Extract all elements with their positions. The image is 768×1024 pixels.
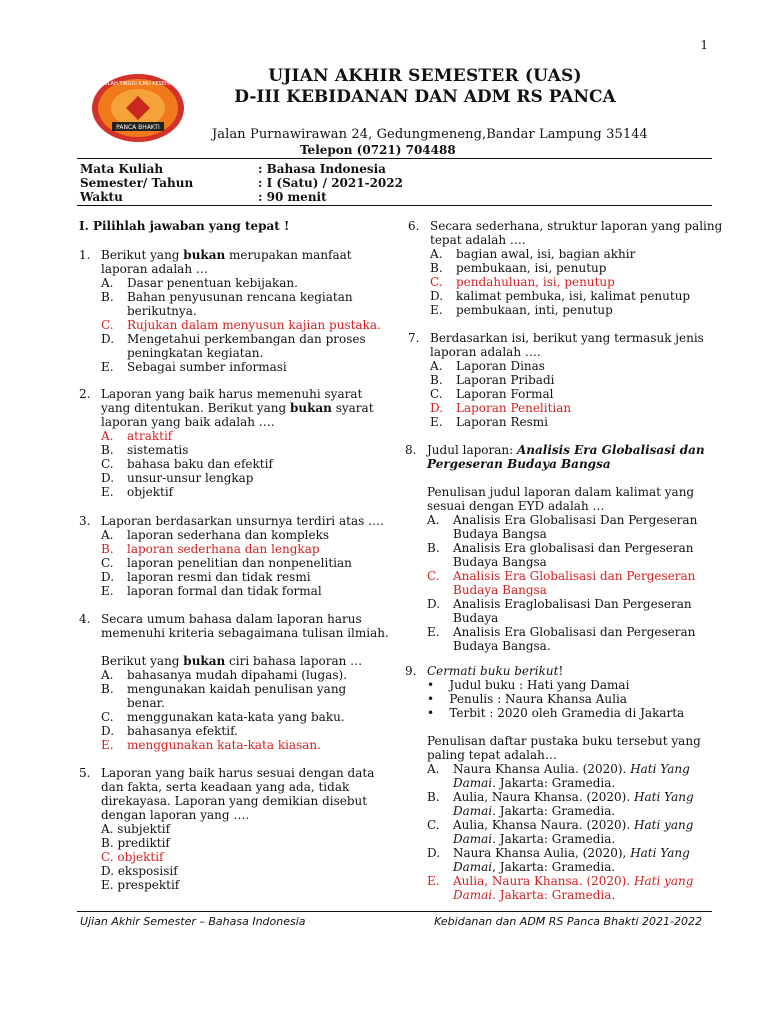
question-3 xyxy=(79,514,389,598)
text-line: ciri bahasa laporan … xyxy=(225,654,363,668)
text-line: B. xyxy=(101,290,114,304)
text-line: D. xyxy=(430,289,444,303)
text-line: Laporan Formal xyxy=(456,387,554,401)
text-line: A. xyxy=(427,762,440,776)
exam-meta xyxy=(80,162,403,204)
text-line: unsur-unsur lengkap xyxy=(127,471,254,485)
text-line: peningkatan kegiatan. xyxy=(127,346,264,360)
text-line: A. xyxy=(101,276,114,290)
text-line: Budaya Bangsa xyxy=(453,527,547,541)
text-line: bagian awal, isi, bagian akhir xyxy=(456,247,636,261)
text-line: A. xyxy=(101,429,114,443)
logo-arc-text: SEKOLAH TINGGI ILMU KESEHATAN xyxy=(94,81,182,87)
text-line: Analisis Era Globalisasi dan Pergeseran xyxy=(453,569,696,583)
text-line: menggunakan kata-kata yang baku. xyxy=(127,710,345,724)
answer-highlight xyxy=(79,429,389,443)
text-line: . Jakarta: Gramedia. xyxy=(492,888,616,902)
text-line: atraktif xyxy=(127,429,173,443)
text-line: E. xyxy=(101,485,114,499)
text-line xyxy=(79,457,389,471)
text-line: laporan adalah …. xyxy=(430,345,541,359)
text-line: Damai xyxy=(453,776,493,790)
answer-highlight xyxy=(405,874,713,888)
answer-highlight xyxy=(408,275,713,289)
text-line: 1. xyxy=(79,248,91,262)
answer-highlight xyxy=(79,542,389,556)
text-line: A. xyxy=(430,247,443,261)
text-line: Bahan penyusunan rencana kegiatan xyxy=(127,290,353,304)
text-line: Rujukan dalam menyusun kajian pustaka. xyxy=(127,318,381,332)
text-line: ! xyxy=(558,664,564,678)
section-title: I. Pilihlah jawaban yang tepat ! xyxy=(79,219,290,233)
text-line xyxy=(79,556,389,570)
text-line: bahasa baku dan efektif xyxy=(127,457,273,471)
left-column xyxy=(79,219,389,233)
text-line: D. xyxy=(427,846,441,860)
question-4 xyxy=(79,612,389,752)
text-line: pendahuluan, isi, penutup xyxy=(456,275,615,289)
text-line: D. xyxy=(430,401,444,415)
text-line: laporan sederhana dan kompleks xyxy=(127,528,329,542)
text-line xyxy=(408,359,713,373)
text-line: B. xyxy=(101,542,114,556)
text-line: B. xyxy=(430,373,443,387)
text-line: Naura Khansa Aulia, (2020), xyxy=(453,846,631,860)
question-9 xyxy=(405,664,713,902)
text-line: Laporan Penelitian xyxy=(456,401,572,415)
text-line: D. xyxy=(101,332,115,346)
answer-highlight xyxy=(79,738,389,752)
text-line xyxy=(405,457,713,471)
text-line: Analisis Era globalisasi dan Pergeseran xyxy=(453,541,694,555)
text-line: Laporan Dinas xyxy=(456,359,545,373)
text-line xyxy=(79,276,389,290)
header-rule xyxy=(77,158,712,159)
text-line: C. xyxy=(101,457,114,471)
text-line: Analisis Era Globalisasi dan Pergeseran xyxy=(453,625,696,639)
text-line: Aulia, Naura Khansa. (2020). xyxy=(453,790,634,804)
text-line: Damai xyxy=(453,832,493,846)
text-line xyxy=(408,219,723,233)
text-line xyxy=(408,387,713,401)
text-line: E. xyxy=(430,303,443,317)
question-6 xyxy=(408,219,723,317)
meta-rule xyxy=(77,205,712,206)
text-line: bukan xyxy=(183,248,226,262)
address: Jalan Purnawirawan 24, Gedungmeneng,Bandar Lampung 35144 xyxy=(212,127,648,142)
text-line: Budaya Bangsa xyxy=(453,555,547,569)
text-line: dan fakta, serta keadaan yang ada, tidak xyxy=(101,780,350,794)
text-line: Berdasarkan isi, berikut yang termasuk jenis xyxy=(430,331,704,345)
text-line: Mengetahui perkembangan dan proses xyxy=(127,332,366,346)
text-line: E. xyxy=(101,738,114,752)
text-line: Budaya xyxy=(453,611,499,625)
text-line xyxy=(405,804,713,818)
text-line: Hati yang xyxy=(634,874,694,888)
text-line: mengunakan kaidah penulisan yang xyxy=(127,682,347,696)
text-line: syarat xyxy=(331,401,374,415)
text-line xyxy=(79,248,389,262)
text-line: D. xyxy=(101,471,115,485)
text-line: E. xyxy=(101,584,114,598)
text-line xyxy=(405,832,713,846)
text-line: 3. xyxy=(79,514,91,528)
course-label: Mata Kuliah xyxy=(80,162,164,176)
text-line: Aulia, Naura Khansa. (2020). xyxy=(453,874,634,888)
text-line xyxy=(408,415,713,429)
text-line: Analisis Era Globalisasi dan xyxy=(516,443,705,457)
time-label: Waktu xyxy=(80,190,123,204)
text-line: Budaya Bangsa xyxy=(453,583,547,597)
text-line xyxy=(79,332,389,346)
text-line: bukan xyxy=(289,401,332,415)
text-line: D. xyxy=(101,570,115,584)
text-line xyxy=(79,401,389,415)
text-line: menggunakan kata-kata kiasan. xyxy=(127,738,321,752)
text-line xyxy=(79,570,389,584)
text-line xyxy=(79,443,389,457)
text-line xyxy=(79,360,389,374)
text-line xyxy=(79,290,389,304)
text-line: Hati Yang xyxy=(630,762,690,776)
text-line: paling tepat adalah… xyxy=(427,748,557,762)
text-line: C. xyxy=(430,387,443,401)
text-line: A. xyxy=(427,513,440,527)
text-line: • Judul buku : Hati yang Damai xyxy=(427,678,630,692)
text-line: tepat adalah …. xyxy=(430,233,526,247)
school-logo xyxy=(90,72,186,144)
text-line: 6. xyxy=(408,219,420,233)
text-line xyxy=(79,682,389,696)
text-line: Hati yang xyxy=(634,818,694,832)
exam-title: UJIAN AKHIR SEMESTER (UAS) xyxy=(268,66,582,86)
text-line: B. xyxy=(427,541,440,555)
text-line: Pergeseran Budaya Bangsa xyxy=(427,457,611,471)
text-line: B. xyxy=(101,443,114,457)
text-line xyxy=(405,541,713,555)
text-line: Damai xyxy=(453,860,493,874)
footer-left: Ujian Akhir Semester – Bahasa Indonesia xyxy=(80,915,306,928)
text-line: A. xyxy=(101,668,114,682)
text-line: bukan xyxy=(183,654,226,668)
time-value: : 90 menit xyxy=(258,190,327,204)
text-line xyxy=(405,888,713,902)
text-line: C. xyxy=(101,710,114,724)
text-line xyxy=(79,710,389,724)
text-line xyxy=(408,247,713,261)
question-8 xyxy=(405,443,713,653)
text-line: A. xyxy=(101,528,114,542)
text-line: Damai xyxy=(453,888,493,902)
footer-right: Kebidanan dan ADM RS Panca Bhakti 2021-2022 xyxy=(434,915,702,928)
text-line: benar. xyxy=(127,696,165,710)
text-line: objektif xyxy=(127,485,174,499)
text-line: Hati Yang xyxy=(630,846,690,860)
text-line: C. xyxy=(427,818,440,832)
text-line: C. xyxy=(427,569,440,583)
text-line xyxy=(405,443,713,457)
text-line xyxy=(405,818,713,832)
text-line: E. xyxy=(430,415,443,429)
text-line xyxy=(405,860,713,874)
text-line: A. subjektif xyxy=(101,822,171,836)
text-line xyxy=(408,331,713,345)
text-line: 5. xyxy=(79,766,91,780)
text-line: 8. xyxy=(405,443,417,457)
text-line: bahasanya efektif. xyxy=(127,724,238,738)
text-line xyxy=(79,612,389,626)
text-line: Analisis Eraglobalisasi Dan Pergeseran xyxy=(453,597,692,611)
text-line: C. xyxy=(101,556,114,570)
text-line xyxy=(408,261,713,275)
text-line: berikutnya. xyxy=(127,304,197,318)
text-line: E. prespektif xyxy=(101,878,180,892)
text-line: B. xyxy=(101,682,114,696)
text-line xyxy=(405,790,713,804)
phone: Telepon (0721) 704488 xyxy=(300,143,456,157)
text-line: Dasar penentuan kebijakan. xyxy=(127,276,298,290)
text-line: D. xyxy=(427,597,441,611)
question-1 xyxy=(79,248,389,374)
text-line: Laporan berdasarkan unsurnya terdiri atas …. xyxy=(101,514,384,528)
text-line: laporan adalah … xyxy=(101,262,208,276)
semester-value: : I (Satu) / 2021-2022 xyxy=(258,176,403,190)
text-line: C. xyxy=(101,318,114,332)
text-line: 2. xyxy=(79,387,91,401)
text-line: Sebagai sumber informasi xyxy=(127,360,287,374)
text-line: 7. xyxy=(408,331,420,345)
text-line: pembukaan, isi, penutup xyxy=(456,261,607,275)
program-title: D-III KEBIDANAN DAN ADM RS PANCA xyxy=(234,87,616,107)
text-line xyxy=(405,513,713,527)
answer-highlight xyxy=(408,401,713,415)
answer-highlight: C. objektif xyxy=(101,850,164,864)
text-line: Judul buku : Hati yang Damai xyxy=(449,678,630,692)
text-line xyxy=(79,668,389,682)
text-line xyxy=(79,654,389,668)
text-line: 9. xyxy=(405,664,417,678)
question-2 xyxy=(79,387,389,499)
answer-highlight xyxy=(405,569,713,583)
text-line: C. xyxy=(430,275,443,289)
text-line: E. xyxy=(427,874,440,888)
text-line: B. xyxy=(430,261,443,275)
text-line xyxy=(405,846,713,860)
text-line xyxy=(79,471,389,485)
text-line: laporan sederhana dan lengkap xyxy=(127,542,320,556)
text-line: Laporan Resmi xyxy=(456,415,548,429)
text-line: • Terbit : 2020 oleh Gramedia di Jakarta xyxy=(427,706,685,720)
semester-label: Semester/ Tahun xyxy=(80,176,194,190)
text-line: sistematis xyxy=(127,443,189,457)
question-5 xyxy=(79,766,389,892)
text-line: Judul laporan: xyxy=(427,443,517,457)
text-line: bahasanya mudah dipahami (lugas). xyxy=(127,668,348,682)
text-line xyxy=(79,387,389,401)
text-line: laporan penelitian dan nonpenelitian xyxy=(127,556,352,570)
footer-rule xyxy=(77,911,712,912)
text-line: Secara sederhana, struktur laporan yang paling xyxy=(430,219,723,233)
text-line: Laporan yang baik harus memenuhi syarat xyxy=(101,387,363,401)
text-line: memenuhi kriteria sebagaimana tulisan ilmiah. xyxy=(101,626,389,640)
text-line: Laporan Pribadi xyxy=(456,373,555,387)
text-line: Hati Yang xyxy=(634,790,694,804)
text-line xyxy=(405,776,713,790)
text-line: Damai xyxy=(453,804,493,818)
text-line: laporan formal dan tidak formal xyxy=(127,584,322,598)
text-line xyxy=(405,597,713,611)
text-line: dengan laporan yang …. xyxy=(101,808,250,822)
text-line: . Jakarta: Gramedia. xyxy=(492,804,616,818)
text-line: E. xyxy=(427,625,440,639)
text-line: 4. xyxy=(79,612,91,626)
text-line xyxy=(408,289,713,303)
text-line: D. eksposisif xyxy=(101,864,178,878)
text-line: E. xyxy=(101,360,114,374)
course-value: : Bahasa Indonesia xyxy=(258,162,386,176)
text-line xyxy=(79,766,389,780)
text-line: laporan resmi dan tidak resmi xyxy=(127,570,311,584)
text-line: B. prediktif xyxy=(101,836,170,850)
text-line xyxy=(79,485,389,499)
text-line xyxy=(405,664,713,678)
text-line xyxy=(79,528,389,542)
text-line xyxy=(408,373,713,387)
text-line xyxy=(79,584,389,598)
text-line: B. xyxy=(427,790,440,804)
text-line: Penulisan judul laporan dalam kalimat yang xyxy=(427,485,695,499)
text-line: Analisis Era Globalisasi Dan Pergeseran xyxy=(453,513,698,527)
text-line: pembukaan, inti, penutup xyxy=(456,303,613,317)
text-line xyxy=(79,724,389,738)
text-line: sesuai dengan EYD adalah … xyxy=(427,499,605,513)
text-line: Cermati buku berikut xyxy=(427,664,559,678)
text-line xyxy=(405,625,713,639)
text-line: merupakan manfaat xyxy=(225,248,352,262)
text-line: , Jakarta: Gramedia. xyxy=(492,860,616,874)
text-line: Aulia, Khansa Naura. (2020). xyxy=(453,818,634,832)
text-line: Laporan yang baik harus sesuai dengan data xyxy=(101,766,375,780)
text-line: • Penulis : Naura Khansa Aulia xyxy=(427,692,627,706)
text-line: Penulisan daftar pustaka buku tersebut yang xyxy=(427,734,701,748)
page-number: 1 xyxy=(700,38,708,52)
text-line: direkayasa. Laporan yang demikian disebut xyxy=(101,794,368,808)
text-line: D. xyxy=(101,724,115,738)
text-line: Berikut yang xyxy=(101,248,184,262)
text-line: laporan yang baik adalah …. xyxy=(101,415,275,429)
text-line: . Jakarta: Gramedia. xyxy=(492,832,616,846)
text-line xyxy=(408,303,713,317)
text-line: A. xyxy=(430,359,443,373)
text-line: Budaya Bangsa. xyxy=(453,639,551,653)
text-line: kalimat pembuka, isi, kalimat penutup xyxy=(456,289,691,303)
text-line xyxy=(405,762,713,776)
text-line: Naura Khansa Aulia. (2020). xyxy=(453,762,631,776)
text-line: . Jakarta: Gramedia. xyxy=(492,776,616,790)
text-line: Secara umum bahasa dalam laporan harus xyxy=(101,612,362,626)
text-line xyxy=(79,514,389,528)
text-line: Penulis : Naura Khansa Aulia xyxy=(449,692,627,706)
question-7 xyxy=(408,331,713,429)
answer-highlight xyxy=(79,318,389,332)
text-line: yang ditentukan. Berikut yang xyxy=(101,401,290,415)
text-line: Terbit : 2020 oleh Gramedia di Jakarta xyxy=(449,706,685,720)
logo-banner-text: PANCA BHAKTI xyxy=(116,124,160,131)
text-line: Berikut yang xyxy=(101,654,184,668)
